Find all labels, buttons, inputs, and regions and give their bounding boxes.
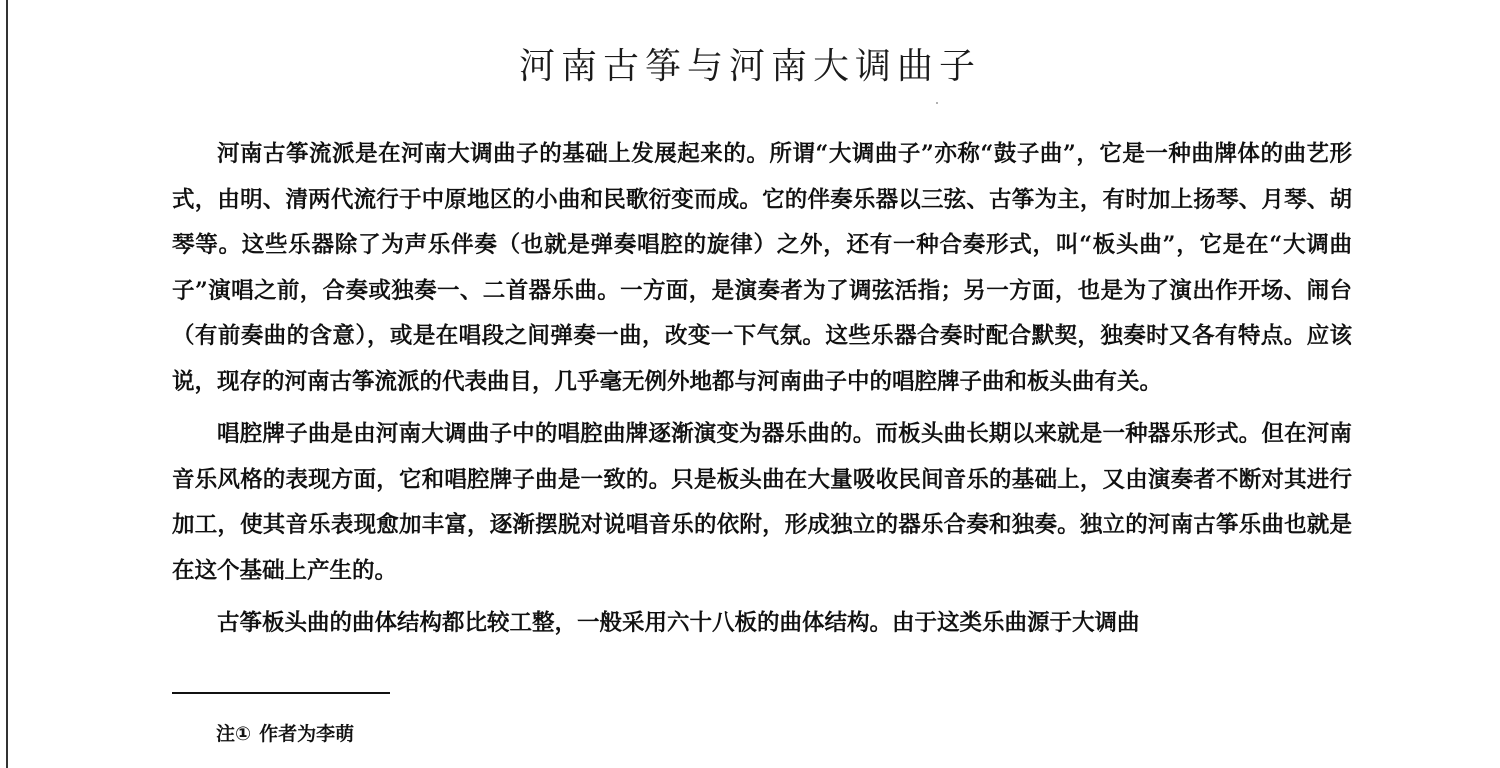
article-body bbox=[172, 132, 1352, 654]
page-left-border bbox=[6, 0, 8, 768]
footnote-separator bbox=[172, 692, 390, 694]
footnote bbox=[216, 719, 354, 746]
page-title: 河南古筝与河南大调曲子 bbox=[518, 46, 981, 87]
paragraph-2: 唱腔牌子曲是由河南大调曲子中的唱腔曲牌逐渐演变为器乐曲的。而板头曲长期以来就是一种器乐形式。但在河南音乐风格的表现方面，它和唱腔牌子曲是一致的。只是板头曲在大量吸收民间音乐的基础上，又由演奏者不断对其进行加工，使其音乐表现愈加丰富，逐渐摆脱对说唱音乐的依附，形成独立的器乐合奏和独奏。独立的河南古筝乐曲也就是在这个基础上产生的。 bbox=[172, 421, 1352, 584]
paragraph-3: 古筝板头曲的曲体结构都比较工整，一般采用六十八板的曲体结构。由于这类乐曲源于大调曲 bbox=[217, 610, 1140, 636]
footnote-marker: 注① bbox=[216, 723, 252, 745]
scan-speck bbox=[936, 102, 938, 104]
footnote-text: 作者为李萌 bbox=[259, 723, 355, 745]
paragraph-1: 河南古筝流派是在河南大调曲子的基础上发展起来的。所谓“大调曲子”亦称“鼓子曲”，它是一种曲牌体的曲艺形式，由明、清两代流行于中原地区的小曲和民歌衍变而成。它的伴奏乐器以三弦、古筝为主，有时加上扬琴、月琴、胡琴等。这些乐器除了为声乐伴奏（也就是弹奏唱腔的旋律）之外，还有一种合奏形式，叫“板头曲”，它是在“大调曲子”演唱之前，合奏或独奏一、二首器乐曲。一方面，是演奏者为了调弦活指；另一方面，也是为了演出作开场、闹台（有前奏曲的含意），或是在唱段之间弹奏一曲，改变一下气氛。这些乐器合奏时配合默契，独奏时又各有特点。应该说，现存的河南古筝流派的代表曲目，几乎毫无例外地都与河南曲子中的唱腔牌子曲和板头曲有关。 bbox=[172, 141, 1352, 395]
